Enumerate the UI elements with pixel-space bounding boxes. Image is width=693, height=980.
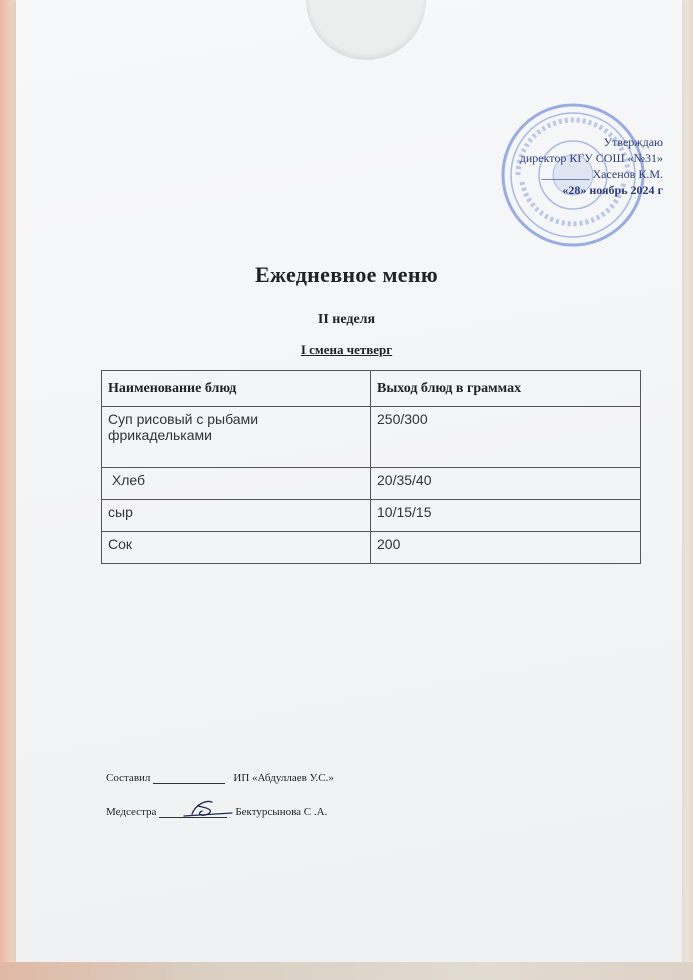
- compiled-by-line: [106, 772, 334, 784]
- dish-cell: Хлеб: [102, 468, 371, 500]
- approval-line: Утверждаю: [603, 135, 663, 149]
- table-row: [102, 407, 641, 468]
- handwritten-signature: [178, 796, 238, 820]
- approval-director: директор КГУ СОШ «№31»: [519, 151, 663, 165]
- column-header-dish: Наименование блюд: [102, 371, 371, 407]
- page-title: Ежедневное меню: [255, 262, 438, 287]
- folder-tab-cutout: [306, 0, 426, 60]
- dish-cell: Суп рисовый с рыбами фрикадельками: [102, 407, 371, 468]
- table-header-row: [102, 371, 641, 407]
- shift-label: I смена четверг: [300, 342, 393, 357]
- approval-block: [520, 134, 663, 198]
- approval-date: «28» ноябрь 2024 г: [562, 183, 663, 197]
- compiled-by-label: Составил: [106, 772, 151, 784]
- weight-cell: 20/35/40: [371, 468, 641, 500]
- signature-blank: [153, 783, 225, 784]
- dish-cell: Сок: [102, 532, 371, 564]
- compiled-by-name: ИП «Абдуллаев У.С.»: [233, 772, 334, 784]
- menu-table: [101, 370, 641, 564]
- table-row: [102, 468, 641, 500]
- nurse-name: Бектурсынова С .А.: [235, 806, 328, 818]
- weight-cell: 10/15/15: [371, 500, 641, 532]
- table-row: [102, 532, 641, 564]
- weight-cell: 250/300: [371, 407, 641, 468]
- table-row: [102, 500, 641, 532]
- nurse-label: Медсестра: [106, 806, 157, 818]
- column-header-weight: Выход блюд в граммах: [371, 371, 641, 407]
- week-label: II неделя: [317, 312, 376, 327]
- dish-cell: сыр: [102, 500, 371, 532]
- approval-signatory: ________ Хасенов К.М.: [541, 167, 663, 181]
- table-surface-strip: [0, 962, 693, 980]
- weight-cell: 200: [371, 532, 641, 564]
